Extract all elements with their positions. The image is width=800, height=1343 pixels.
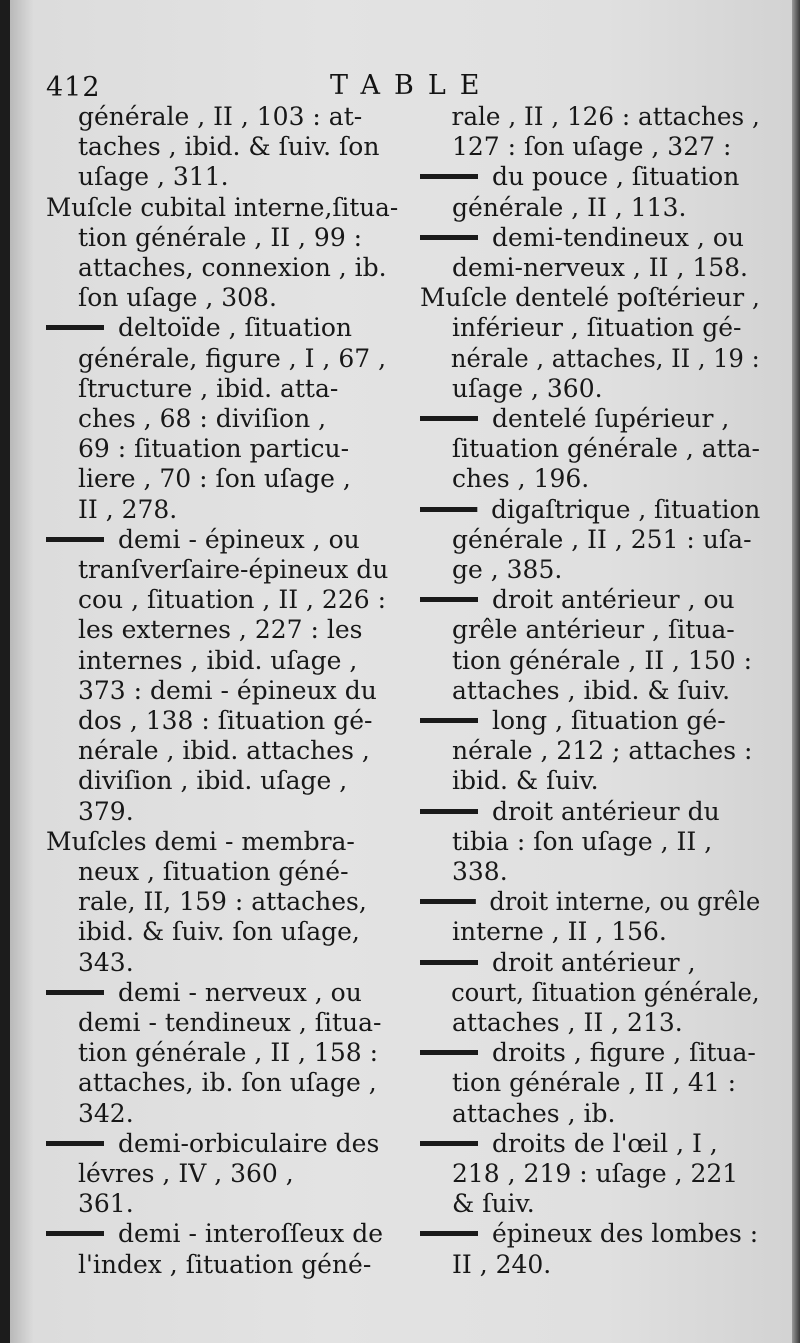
index-line-text: digaſtrique , ſituation bbox=[491, 494, 761, 524]
index-line bbox=[420, 374, 603, 404]
index-line-text: nérale , ibid. attaches , bbox=[78, 736, 370, 766]
index-line-text: tranſverſaire-épineux du bbox=[78, 555, 389, 584]
index-line bbox=[46, 223, 362, 253]
index-line bbox=[46, 555, 388, 585]
index-line bbox=[420, 646, 752, 676]
index-line bbox=[46, 1159, 294, 1189]
index-line bbox=[46, 434, 349, 464]
index-line-text: grêle antérieur , ſitua- bbox=[452, 615, 735, 645]
index-line-text: nérale , 212 ; attaches : bbox=[452, 736, 753, 766]
ditto-dash bbox=[46, 325, 104, 330]
index-line-text: rale , II , 126 : attaches , bbox=[451, 102, 760, 131]
index-line bbox=[46, 495, 177, 525]
index-line-text: 338. bbox=[452, 857, 508, 886]
ditto-dash bbox=[46, 1231, 104, 1236]
index-line bbox=[46, 1068, 377, 1098]
ditto-dash bbox=[420, 1141, 478, 1146]
index-line bbox=[46, 676, 377, 706]
index-line-text: cou , ſituation , II , 226 : bbox=[78, 585, 387, 615]
index-line bbox=[420, 193, 686, 223]
index-line bbox=[46, 1189, 134, 1219]
index-line bbox=[420, 948, 696, 978]
index-line-text: demi-orbiculaire des bbox=[118, 1128, 380, 1158]
index-line bbox=[420, 495, 760, 525]
index-line-text: & ſuiv. bbox=[452, 1189, 535, 1219]
index-line-text: 69 : ſituation particu- bbox=[78, 434, 350, 464]
index-line bbox=[46, 1038, 378, 1068]
index-line bbox=[420, 404, 729, 434]
index-line bbox=[420, 1189, 535, 1219]
index-line bbox=[420, 223, 744, 253]
index-line bbox=[46, 525, 360, 555]
index-line bbox=[46, 193, 398, 223]
index-line-text: ge , 385. bbox=[452, 555, 563, 584]
index-line-text: demi - nerveux , ou bbox=[118, 977, 362, 1007]
index-line-text: interne , II , 156. bbox=[452, 917, 667, 947]
index-line bbox=[420, 1219, 758, 1249]
index-line-text: neux , ſituation géné- bbox=[78, 857, 349, 886]
book-page bbox=[10, 0, 800, 1343]
index-line bbox=[46, 313, 352, 343]
index-line bbox=[46, 344, 386, 374]
index-line bbox=[46, 1008, 381, 1038]
index-line bbox=[46, 253, 387, 283]
index-line-text: les externes , 227 : les bbox=[78, 615, 363, 645]
index-line bbox=[420, 1038, 756, 1068]
index-line bbox=[420, 1159, 738, 1189]
ditto-dash bbox=[420, 174, 478, 179]
index-line-text: dos , 138 : ſituation gé- bbox=[78, 706, 373, 735]
index-line bbox=[46, 646, 357, 676]
index-line bbox=[46, 283, 277, 313]
index-line bbox=[420, 1250, 551, 1280]
index-line-text: nérale , attaches, II , 19 : bbox=[450, 343, 760, 373]
index-line-text: droit antérieur du bbox=[492, 796, 720, 826]
index-line bbox=[46, 1099, 134, 1129]
index-line-text: attaches, connexion , ib. bbox=[78, 253, 387, 282]
index-line-text: ches , 196. bbox=[452, 464, 590, 494]
index-line bbox=[420, 736, 752, 766]
index-line-text: droits de l'œil , I , bbox=[492, 1128, 718, 1158]
index-line-text: ſituation générale , atta- bbox=[451, 434, 760, 464]
index-line-text: droit interne, ou grêle bbox=[489, 887, 761, 917]
index-line bbox=[46, 162, 229, 192]
index-line-text: 218 , 219 : uſage , 221 bbox=[452, 1159, 739, 1188]
index-line-text: 127 : ſon uſage , 327 : bbox=[452, 132, 732, 162]
index-line bbox=[420, 827, 712, 857]
index-line-text: dentelé ſupérieur , bbox=[492, 404, 730, 433]
index-line bbox=[46, 827, 355, 857]
index-line-text: inférieur , ſituation gé- bbox=[452, 313, 742, 343]
index-line bbox=[46, 1250, 371, 1280]
index-line-text: épineux des lombes : bbox=[492, 1219, 759, 1249]
index-line-text: deltoïde , ſituation bbox=[118, 313, 353, 343]
index-line-text: demi - tendineux , ſitua- bbox=[78, 1008, 382, 1037]
index-line bbox=[46, 1219, 383, 1249]
index-line bbox=[420, 434, 760, 464]
index-line-text: uſage , 360. bbox=[452, 373, 603, 403]
index-line bbox=[46, 374, 338, 404]
index-line-text: ſon uſage , 308. bbox=[78, 283, 277, 313]
index-line-text: rale, II, 159 : attaches, bbox=[78, 887, 367, 917]
ditto-dash bbox=[420, 960, 478, 965]
ditto-dash bbox=[420, 597, 478, 602]
index-line-text: demi-nerveux , II , 158. bbox=[452, 253, 749, 282]
index-line bbox=[46, 766, 347, 796]
index-line bbox=[420, 253, 748, 283]
index-line bbox=[46, 887, 367, 917]
index-line-text: droit antérieur , bbox=[492, 947, 696, 977]
index-line-text: demi - épineux , ou bbox=[118, 524, 360, 554]
index-line-text: 342. bbox=[78, 1098, 134, 1128]
index-line bbox=[420, 102, 760, 132]
index-line bbox=[46, 948, 134, 978]
index-line bbox=[420, 313, 741, 343]
index-line-text: droits , figure , ſitua- bbox=[492, 1038, 756, 1068]
ditto-dash bbox=[420, 235, 478, 240]
index-line-text: uſage , 311. bbox=[78, 162, 229, 192]
index-line bbox=[420, 1129, 718, 1159]
index-line bbox=[46, 917, 360, 947]
index-line-text: ches , 68 : diviſion , bbox=[78, 404, 327, 433]
index-line bbox=[46, 1129, 379, 1159]
index-line-text: tion générale , II , 41 : bbox=[452, 1068, 737, 1098]
index-line bbox=[420, 555, 562, 585]
index-line-text: tion générale , II , 99 : bbox=[78, 222, 363, 252]
index-line bbox=[420, 132, 731, 162]
running-title: TABLE bbox=[330, 70, 494, 101]
index-line-text: générale, figure , I , 67 , bbox=[78, 343, 387, 373]
index-line-text: internes , ibid. uſage , bbox=[78, 645, 358, 675]
index-line-text: tion générale , II , 150 : bbox=[452, 645, 752, 675]
page-number: 412 bbox=[46, 72, 101, 103]
index-line-text: attaches, ib. ſon uſage , bbox=[78, 1068, 377, 1098]
index-line bbox=[46, 706, 372, 736]
index-line bbox=[420, 766, 599, 796]
index-line-text: 373 : demi - épineux du bbox=[78, 675, 377, 705]
ditto-dash bbox=[420, 416, 478, 421]
index-line-text: tibia : ſon uſage , II , bbox=[452, 826, 713, 856]
index-line-text: générale , II , 251 : uſa- bbox=[452, 524, 752, 554]
index-line-text: court, ſituation générale, bbox=[451, 977, 760, 1007]
ditto-dash bbox=[420, 1231, 478, 1236]
index-line-text: l'index , ſituation géné- bbox=[78, 1249, 372, 1279]
index-line-text: lévres , IV , 360 , bbox=[78, 1159, 294, 1188]
index-line bbox=[420, 917, 667, 947]
index-line-text: Muſcle dentelé poſtérieur , bbox=[420, 283, 760, 313]
index-line-text: attaches , ib. bbox=[452, 1098, 616, 1128]
index-line bbox=[46, 132, 379, 162]
index-line bbox=[420, 464, 589, 494]
index-line bbox=[420, 706, 726, 736]
index-line bbox=[46, 615, 362, 645]
index-line-text: ibid. & ſuiv. bbox=[452, 766, 599, 796]
index-line-text: 361. bbox=[78, 1189, 134, 1219]
index-line bbox=[420, 585, 735, 615]
index-line bbox=[420, 525, 752, 555]
index-line-text: II , 240. bbox=[452, 1249, 552, 1279]
page-edge-shadow bbox=[792, 0, 800, 1343]
index-line-text: ſtructure , ibid. atta- bbox=[78, 373, 339, 403]
index-line-text: Muſcles demi - membra- bbox=[46, 826, 355, 856]
index-line-text: attaches , ibid. & ſuiv. bbox=[452, 675, 731, 705]
ditto-dash bbox=[420, 1050, 478, 1055]
ditto-dash bbox=[420, 507, 477, 512]
index-line-text: demi-tendineux , ou bbox=[492, 222, 744, 252]
index-line bbox=[46, 978, 362, 1008]
index-line-text: II , 278. bbox=[78, 494, 178, 524]
index-line-text: Muſcle cubital interne,ſitua- bbox=[46, 192, 399, 222]
index-line-text: diviſion , ibid. uſage , bbox=[78, 766, 348, 796]
index-line-text: droit antérieur , ou bbox=[492, 585, 735, 615]
index-line bbox=[420, 1099, 615, 1129]
index-line bbox=[420, 857, 508, 887]
index-line-text: 343. bbox=[78, 947, 134, 977]
index-line bbox=[420, 676, 730, 706]
index-line bbox=[46, 736, 370, 766]
index-line-text: ibid. & ſuiv. ſon uſage, bbox=[78, 917, 360, 947]
index-line bbox=[46, 464, 351, 494]
index-line bbox=[420, 887, 760, 917]
index-line-text: tion générale , II , 158 : bbox=[78, 1038, 378, 1068]
index-line-text: long , ſituation gé- bbox=[492, 706, 726, 735]
index-line bbox=[46, 857, 349, 887]
ditto-dash bbox=[46, 990, 104, 995]
index-line-text: du pouce , ſituation bbox=[492, 162, 740, 192]
index-line bbox=[46, 404, 326, 434]
index-line-text: attaches , II , 213. bbox=[452, 1008, 683, 1037]
index-line bbox=[420, 344, 760, 374]
ditto-dash bbox=[420, 809, 478, 814]
index-line bbox=[420, 283, 760, 313]
index-line bbox=[46, 797, 134, 827]
index-line-text: liere , 70 : ſon uſage , bbox=[78, 464, 351, 494]
index-line-text: 379. bbox=[78, 796, 134, 826]
ditto-dash bbox=[46, 537, 104, 542]
index-line-text: générale , II , 103 : at- bbox=[78, 102, 363, 131]
index-line bbox=[420, 615, 735, 645]
index-line bbox=[46, 102, 362, 132]
index-line bbox=[420, 1068, 736, 1098]
index-line-text: taches , ibid. & ſuiv. ſon bbox=[78, 132, 380, 162]
ditto-dash bbox=[46, 1141, 104, 1146]
ditto-dash bbox=[420, 899, 476, 904]
index-line-text: générale , II , 113. bbox=[452, 192, 687, 222]
index-line-text: demi - interoſſeux de bbox=[118, 1219, 384, 1249]
index-line bbox=[420, 797, 720, 827]
index-line bbox=[420, 1008, 683, 1038]
index-line bbox=[420, 162, 739, 192]
index-line bbox=[420, 978, 760, 1008]
ditto-dash bbox=[420, 718, 478, 723]
index-line bbox=[46, 585, 386, 615]
